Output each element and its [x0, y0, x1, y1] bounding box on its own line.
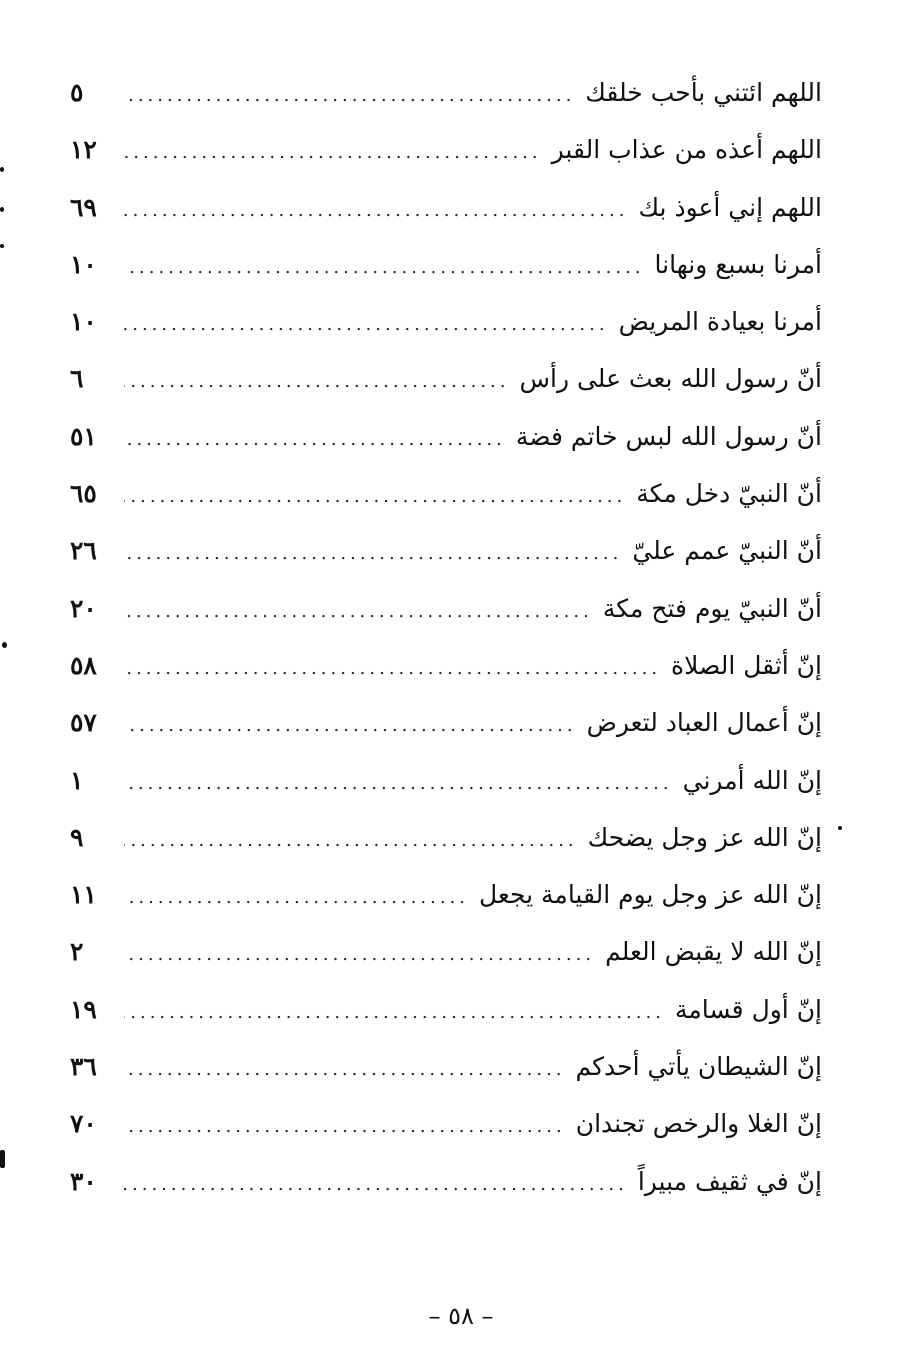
entry-text: إنّ أثقل الصلاة: [671, 650, 822, 680]
dot-leader: [124, 1098, 566, 1155]
entry-page-number: ٥: [70, 78, 84, 107]
dot-leader: [124, 755, 673, 812]
entry-page-number: ٥١: [70, 421, 97, 451]
entry-text: إنّ أعمال العباد لتعرض: [586, 708, 822, 738]
entry-text: إنّ الله عز وجل يوم القيامة يجعل: [478, 880, 822, 910]
entry-text: إنّ الله لا يقبض العلم: [605, 937, 822, 967]
index-entry: [70, 809, 822, 866]
dot-leader: [124, 640, 661, 697]
dot-leader: [124, 411, 506, 468]
index-entry: [70, 752, 822, 809]
dot-leader: [124, 583, 593, 640]
dot-leader: [124, 468, 626, 525]
dot-leader: [124, 1041, 566, 1098]
entry-page-number: ٣٦: [70, 1052, 97, 1082]
entry-text: اللهم ائتني بأحب خلقك: [585, 78, 822, 107]
index-entry: [70, 408, 822, 465]
dot-leader: [124, 124, 542, 181]
entry-text: أمرنا بسبع ونهانا: [654, 249, 822, 279]
dot-leader: [124, 697, 577, 754]
index-entry: [70, 981, 822, 1038]
entry-page-number: ٢٠: [70, 593, 97, 623]
entry-page-number: ١٢: [70, 135, 97, 165]
index-entry: [70, 293, 822, 350]
hadith-index-list: [70, 64, 822, 1210]
dot-leader: [124, 869, 469, 926]
index-entry: [70, 465, 822, 522]
entry-text: أنّ النبيّ يوم فتح مكة: [602, 593, 822, 623]
entry-page-number: ١٠: [70, 249, 97, 279]
dot-leader: [124, 1156, 628, 1213]
entry-page-number: ٥٨: [70, 650, 97, 680]
index-entry: [70, 121, 822, 178]
index-entry: [70, 1153, 822, 1210]
entry-text: أنّ رسول الله بعث على رأس: [519, 364, 822, 394]
dot-leader: [124, 353, 509, 410]
dot-leader: [124, 239, 645, 296]
entry-text: اللهم إني أعوذ بك: [638, 192, 822, 222]
entry-text: إنّ أول قسامة: [674, 994, 822, 1024]
dot-leader: [124, 984, 665, 1041]
entry-text: إنّ الشيطان يأتي أحدكم: [575, 1052, 822, 1082]
page-number: – ٥٨ –: [428, 1302, 494, 1330]
index-entry: [70, 923, 822, 980]
dot-leader: [124, 525, 622, 582]
dot-leader: [124, 926, 595, 983]
entry-text: إنّ في ثقيف مبيراً: [637, 1166, 822, 1196]
scan-speck: [0, 207, 4, 212]
entry-text: اللهم أعذه من عذاب القبر: [551, 135, 822, 165]
entry-text: أمرنا بعيادة المريض: [618, 307, 822, 337]
entry-text: أنّ النبيّ دخل مكة: [636, 479, 822, 509]
entry-page-number: ٦٩: [70, 192, 97, 222]
entry-page-number: ٩: [70, 822, 84, 852]
index-entry: [70, 1038, 822, 1095]
entry-text: إنّ الله أمرني: [682, 765, 822, 795]
scan-speck: [838, 826, 842, 830]
scan-speck: [0, 244, 4, 248]
entry-page-number: ٢٦: [70, 536, 97, 566]
entry-page-number: ٣٠: [70, 1166, 97, 1196]
entry-page-number: ١٠: [70, 307, 97, 337]
index-entry: [70, 179, 822, 236]
index-entry: [70, 236, 822, 293]
dot-leader: [124, 296, 609, 353]
index-entry: [70, 580, 822, 637]
scan-speck: [0, 1150, 5, 1168]
entry-page-number: ٦٥: [70, 479, 97, 509]
entry-text: إنّ الغلا والرخص تجندان: [575, 1109, 822, 1139]
index-entry: [70, 694, 822, 751]
index-entry: [70, 1095, 822, 1152]
entry-text: أنّ رسول الله لبس خاتم فضة: [515, 421, 822, 451]
entry-text: إنّ الله عز وجل يضحك: [587, 822, 822, 852]
index-entry: [70, 350, 822, 407]
entry-page-number: ٦: [70, 364, 84, 394]
index-entry: [70, 866, 822, 923]
entry-text: أنّ النبيّ عمم عليّ: [632, 536, 822, 566]
index-entry: [70, 522, 822, 579]
entry-page-number: ١٩: [70, 994, 97, 1024]
entry-page-number: ٧٠: [70, 1109, 97, 1139]
index-entry: [70, 64, 822, 121]
dot-leader: [124, 812, 578, 869]
entry-page-number: ٢: [70, 937, 84, 967]
scan-speck: [0, 167, 4, 172]
scan-speck: [2, 642, 7, 648]
index-entry: [70, 637, 822, 694]
entry-page-number: ٥٧: [70, 708, 97, 738]
dot-leader: [124, 67, 575, 124]
entry-page-number: ١١: [70, 880, 97, 910]
entry-page-number: ١: [70, 765, 84, 795]
dot-leader: [124, 182, 628, 239]
